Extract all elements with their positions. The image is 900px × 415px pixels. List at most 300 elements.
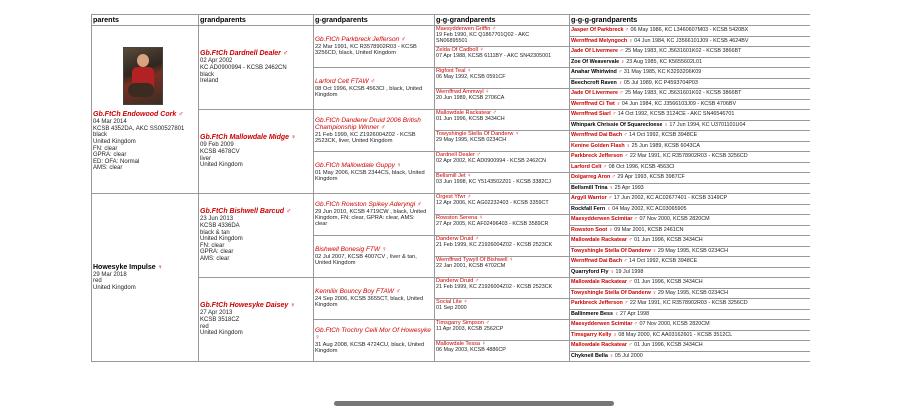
g-g-grandparent-cell [435,47,570,68]
header-g-grandparents: g-grandparents [314,15,435,26]
g-g-g-grandparent-name-link[interactable]: Towyshingle Stella Of Danderw [571,289,651,296]
dog-photo [123,47,163,105]
g-g-grandparent-cell [435,110,570,131]
photo-dog [128,83,154,97]
g-g-g-grandparent-name-link[interactable]: Towyshingle Stella Of Danderw [571,247,651,254]
g-g-grandparent-cell [435,131,570,152]
sex-icon: ♂ [623,258,628,264]
g-g-g-grandparent-name-link[interactable]: Wernffrwd Melyngoch [571,37,628,44]
parent-info-line: 29 Mar 2018 [93,271,127,278]
grandparent-info [200,216,312,262]
grandparent-cell-2 [199,110,314,194]
g-grandparent-cell [314,194,435,236]
g-g-g-grandparent-info: 22 Mar 1991, KC R3578902R03 - KCSB 3256CD [629,300,748,306]
photo-person-head [137,54,149,67]
sex-icon: ♀ [609,352,614,359]
g-grandparent-info-line: 31 Aug 2008, KCSB 4724CU, black, United [315,341,425,348]
g-g-g-grandparent-info: 14 Oct 1992, KCSB 3124CE - AKC SN46546701 [617,111,735,117]
g-grandparent-name-link[interactable] [315,201,433,209]
g-g-grandparent-info-line: 06 May 2003, KCSB 4886CP [436,347,506,353]
g-g-g-grandparent-cell [570,309,811,320]
g-grandparent-info-line: Kingdom [315,348,338,354]
g-g-g-grandparent-info: 05 Jul 2000 [614,352,643,359]
g-g-grandparent-name-link-text[interactable]: Bellsmill Jet [436,173,466,179]
pedigree-body [92,26,811,362]
sex-icon: ♀ [290,302,296,310]
sex-icon: ♀ [315,334,320,342]
g-g-g-grandparent-name-link[interactable]: Wernffrwd Siarl [571,111,611,117]
g-grandparent-name-link-text[interactable]: Kennilix Bouncy Boy FTAW [315,288,394,296]
g-grandparent-cell [314,320,435,362]
parent-info-line: AMS: clear [93,165,123,172]
g-g-g-grandparent-name-link[interactable]: Beechcroft Raven [571,79,617,86]
parent-info-line: United Kingdom [93,138,136,145]
sex-icon: ♀ [608,226,613,233]
g-grandparent-info [315,296,433,309]
g-g-g-grandparent-name-link[interactable]: Rowston Soot [571,226,608,233]
g-g-g-grandparent-info: 14 Oct 1992, KCSB 3948CE [629,132,698,138]
sex-icon: ♀ [652,289,657,296]
g-g-grandparent-info [436,179,568,185]
g-grandparent-info-line: Kingdom, FN: clear, GPRA: clear, AMS: [315,215,415,222]
g-g-g-grandparent-cell [570,225,811,236]
g-grandparent-info-line: 21 Feb 1999, KC Z1926004Z02 - KCSB [315,131,416,138]
g-g-grandparent-name-link-text[interactable]: Danderw Druid [436,278,474,284]
g-g-g-grandparent-name-link[interactable]: Rockfall Fern [571,205,606,212]
g-g-grandparent-name-link-text[interactable]: Mallowdale Tessa [436,341,481,347]
g-grandparent-cell [314,236,435,278]
sex-icon: ♂ [633,216,638,222]
g-grandparent-name-link[interactable] [315,78,433,86]
g-g-g-grandparent-info: 31 May 1985, KC K3293206K09 [623,69,702,75]
g-grandparent-info [315,44,433,57]
g-grandparent-name-link-text[interactable]: Bishwell Bonesig FTW [315,246,381,254]
g-g-grandparent-info-line: 11 Apr 2003, KCSB 2562CP [436,326,504,332]
scrollbar-thumb[interactable] [334,401,614,406]
sex-icon: ♀ [606,205,611,212]
g-grandparent-name-link[interactable] [315,117,433,132]
g-g-g-grandparent-cell [570,299,811,310]
sex-icon: ♀ [485,89,490,95]
parent-info-line: FN: clear [93,145,118,152]
sex-icon: ♂ [467,194,472,200]
g-g-g-grandparent-info: 06 May 1986, KC L3460607M03 - KCSB 5420BX [630,27,749,33]
g-g-g-grandparent-name-link[interactable]: Argyll Warrior [571,195,607,201]
g-g-g-grandparent-cell [570,26,811,37]
sex-icon: ♂ [285,208,292,216]
g-g-grandparent-info-line: 27 Apr 2005, KC AF02496403 - KCSB 3589CR [436,221,549,227]
g-g-g-grandparent-name-link[interactable]: Wernffrwd Dai Bach [571,132,623,138]
g-g-g-grandparent-info: 08 Oct 1996, KCSB 4563CI [608,163,675,170]
g-g-grandparent-cell [435,320,570,341]
grandparent-name-link[interactable] [200,50,312,58]
g-g-grandparent-name-link-text[interactable]: Wernffrwd Ammwyl [436,89,484,95]
g-grandparent-cell [314,68,435,110]
g-g-g-grandparent-cell [570,57,811,68]
g-g-g-grandparent-info: 25 May 1983, KC J5631601K02 - KCSB 3866BT [625,48,742,54]
g-grandparent-name-link-text[interactable]: Larford Celt FTAW [315,78,369,86]
sex-icon: ♀ [467,68,472,74]
g-grandparent-info-line: 24 Sep 2006, KCSB 3655CT, black, United [315,295,424,302]
sex-icon: ♂ [612,111,617,117]
grandparent-name-link-text[interactable]: Gb.FtCh Bishwell Barcud [200,208,285,216]
g-g-grandparent-cell [435,26,570,47]
g-g-grandparent-info-line: 22 Jan 2001, KCSB 4702CM [436,263,506,269]
sex-icon: ♀ [478,215,484,221]
grandparent-name-link[interactable] [200,134,312,142]
sex-icon: ♂ [624,300,629,306]
sex-icon: ♂ [400,36,406,44]
g-g-g-grandparent-name-link[interactable]: Whinpark Chrissie Of Squarecloese [571,121,663,128]
g-g-g-grandparent-info: 23 Aug 1985, KC K5655602L01 [626,58,703,65]
sex-icon: ♂ [491,26,497,32]
g-g-g-grandparent-name-link[interactable]: Mallowdale Rackatear [571,279,628,285]
sex-icon: ♂ [492,110,497,116]
grandparent-cell-1 [199,26,314,110]
g-g-grandparent-info [436,95,568,101]
g-grandparent-info [315,86,433,99]
g-g-g-grandparent-info: 25 May 1983, KC J5631601K02 - KCSB 3866BT [625,90,742,96]
sex-icon: ♂ [485,320,490,326]
g-g-g-grandparent-cell [570,141,811,152]
g-g-g-grandparent-info: 01 Jun 1996, KCSB 3434CH [634,237,703,243]
sex-icon: ♂ [474,278,480,284]
sex-icon: ♀ [467,173,472,179]
g-g-g-grandparent-info: 29 May 1995, KCSB 0234CH [657,289,729,296]
g-g-g-grandparent-name-link[interactable]: Kenine Golden Flash [571,142,625,149]
sex-icon: ♀ [396,162,402,170]
parent-info-line: red [93,278,102,285]
g-grandparent-name-link-text[interactable]: Gb.FtCh Trochry Ceili Mor Of Howesyke [315,326,431,334]
g-g-g-grandparent-cell [570,351,811,362]
g-g-grandparent-cell [435,236,570,257]
parent-info-line: GPRA: clear [93,152,127,159]
g-g-g-grandparent-name-link[interactable]: Mallowdale Rackatear [571,342,628,348]
parent-name-link-text[interactable]: Gb.FtCh Endowood Cork [93,111,177,119]
sex-icon: ♀ [481,341,486,347]
g-g-g-grandparent-info: 25 Jun 1989, KCSB 6043CA [631,142,700,149]
g-g-grandparent-name-link-text[interactable]: Dardnell Dealer [436,152,475,158]
g-grandparent-info [315,254,433,267]
g-grandparent-cell [314,110,435,152]
g-g-g-grandparent-name-link[interactable]: Maesydderwen Scimitar [571,216,633,222]
g-grandparent-cell [314,278,435,320]
g-g-g-grandparent-name-link[interactable]: Wernffrwd Ci Twt [571,100,615,107]
sex-icon: ♂ [619,90,624,96]
g-g-grandparent-cell [435,257,570,278]
sex-icon: ♀ [609,184,614,191]
sex-icon: ♀ [509,257,514,263]
sex-icon: ♀ [652,247,657,254]
grandparent-info-line: 09 Feb 2009 [200,142,234,149]
g-grandparent-info-line: clear [315,221,328,228]
g-g-g-grandparent-name-link[interactable]: Jade Of Livermere [571,90,619,96]
g-g-g-grandparent-name-link[interactable]: Timsgarry Kelly [571,331,612,338]
g-g-g-grandparent-name-link[interactable]: Parkbreck Jefferson [571,300,623,306]
g-g-g-grandparent-name-link[interactable]: Zoe Of Weavervale [571,58,620,65]
parent-info-line: United Kingdom [93,284,136,291]
g-g-grandparent-cell [435,173,570,194]
g-grandparent-info-line: 2523CK, liver, United Kingdom [315,138,393,144]
sex-icon: ♂ [628,237,633,243]
sex-icon: ♀ [628,37,633,44]
sex-icon: ♀ [616,100,621,107]
sex-icon: ♀ [609,268,614,275]
sex-icon: ♀ [381,246,387,254]
g-g-grandparent-cell [435,341,570,362]
g-g-g-grandparent-cell [570,341,811,352]
g-g-g-grandparent-info: 14 Oct 1992, KCSB 3948CE [629,258,698,264]
grandparent-info-line: KCSB 4336DA [200,223,240,230]
g-grandparent-info-line: 01 May 2006, KCSB 2344CS, black, United [315,169,425,176]
header-row [92,15,811,26]
sex-icon: ♂ [474,236,480,242]
grandparent-info-line: red [200,323,209,330]
g-g-grandparent-info-line: 19 Feb 1990, KC Q1867701Q02 - AKC [436,32,530,38]
sex-icon: ♂ [628,342,633,348]
g-g-g-grandparent-info: 09 Mar 2001, KCSB 2461CN [614,226,684,233]
g-g-grandparent-info-line: 29 May 1995, KCSB 0234CH [436,137,507,143]
sex-icon: ♂ [633,321,638,327]
grandparent-info-line: United Kingdom [200,162,243,169]
g-grandparent-info [315,209,433,228]
g-g-grandparent-name-link-text[interactable]: Social Lite [436,299,462,305]
grandparent-name-link-text[interactable]: Gb.FtCh Dardnell Dealer [200,50,281,58]
sex-icon: ♂ [624,27,629,33]
grandparent-info-line: KCSB 4678CV [200,148,240,155]
parent-info-line: ED: OFA: Normal [93,158,140,165]
g-g-g-grandparent-cell [570,236,811,247]
g-g-g-grandparent-info: 17 Jun 1994, KC U3701101U04 [669,121,746,128]
g-g-grandparent-info-line: 06 May 1992, KCSB 0591CF [436,74,506,80]
g-g-grandparent-info-line: 07 Apr 1988, KCSB 6111BY - AKC SN42305001 [436,53,552,59]
sex-icon: ♀ [626,142,631,149]
g-g-g-grandparent-name-link[interactable]: Maesydderwen Scimitar [571,321,633,327]
pedigree-row [92,110,811,121]
g-grandparent-info [315,170,433,183]
g-g-grandparent-name-link-text[interactable]: Rowston Serena [436,215,478,221]
g-g-g-grandparent-name-link[interactable]: Chykneil Bella [571,352,608,359]
g-g-g-grandparent-name-link[interactable]: Jade Of Livermere [571,48,619,54]
g-g-grandparent-info [436,284,568,290]
g-g-g-grandparent-cell [570,330,811,341]
grandparent-cell-3 [199,194,314,278]
g-grandparent-info-line: Kingdom [315,302,338,309]
sex-icon: ♂ [370,78,376,86]
g-g-grandparent-name-link-text[interactable]: Timsgarry Simpson [436,320,484,326]
g-g-grandparent-info-line: 01 Sep 2000 [436,305,467,311]
g-g-g-grandparent-cell [570,320,811,331]
g-g-g-grandparent-cell [570,173,811,184]
g-grandparent-name-link[interactable] [315,288,433,296]
g-g-grandparent-info-line: 01 Jun 1996, KCSB 3434CH [436,116,505,122]
sex-icon: ♀ [620,58,625,65]
g-grandparent-info-line: 02 Jul 2007, KCSB 4007CV , liver & tan, [315,253,417,260]
g-g-grandparent-info-line: 12 Apr 2006, KC AG02232403 - KCSB 3359CT [436,200,549,206]
sex-icon: ♀ [618,79,623,86]
parent-cell-1 [92,26,199,194]
g-g-grandparent-info-line: 21 Feb 1999, KC Z1926004Z02 - KCSB 2523CK [436,284,553,290]
sex-icon: ♀ [614,310,619,317]
g-g-grandparent-info [436,137,568,143]
grandparent-info-line: liver [200,155,212,162]
g-g-g-grandparent-name-link[interactable]: Ballinmere Bess [571,310,613,317]
grandparent-cell-4 [199,278,314,362]
grandparent-info-line: black & tan [200,229,230,236]
g-g-g-grandparent-cell [570,183,811,194]
g-g-g-grandparent-name-link[interactable]: Larford Celt [571,163,602,170]
g-grandparent-name-link[interactable] [315,246,433,254]
g-g-g-grandparent-name-link[interactable]: Mallowdale Rackatear [571,237,628,243]
sex-icon: ♂ [282,50,289,58]
g-g-grandparent-name-link-text[interactable]: Rigfoot Teal [436,68,466,74]
g-g-g-grandparent-info: 01 Jun 1996, KCSB 3434CH [634,279,703,285]
g-g-g-grandparent-name-link[interactable]: Jasper Of Parkbreck [571,27,624,33]
g-grandparent-info [315,132,433,145]
sex-icon: ♂ [628,279,633,285]
g-g-grandparent-info [436,53,568,59]
g-grandparent-info-line: 08 Oct 1996, KCSB 4563CI , black, United [315,85,423,92]
g-g-g-grandparent-cell [570,110,811,121]
sex-icon: ♂ [608,195,613,201]
g-grandparent-name-link-text[interactable]: Gb.FtCh Parkbreck Jefferson [315,36,400,44]
g-g-grandparent-cell [435,152,570,173]
g-g-grandparent-name-link-text[interactable]: Wernffrwd Tywyll Of Bishwell [436,257,508,263]
g-g-g-grandparent-info: 29 Apr 1993, KCSB 3987CF [617,174,685,180]
grandparent-info-line: GPRA: clear [200,249,234,256]
header-g-g-g-grandparents: g-g-g-grandparents [570,15,811,26]
g-g-grandparent-name-link-text[interactable]: Mallowdale Rackatear [436,110,492,116]
grandparent-name-link[interactable] [200,208,312,216]
g-grandparent-name-link[interactable] [315,162,433,170]
g-grandparent-name-link[interactable] [315,327,433,342]
g-g-g-grandparent-name-link[interactable]: Bellsmill Trina [571,184,608,191]
header-parents: parents [92,15,199,26]
g-g-grandparent-info [436,158,568,164]
g-g-g-grandparent-cell [570,194,811,205]
sex-icon: ♀ [157,263,163,271]
pedigree-table [91,14,810,362]
g-g-g-grandparent-cell [570,36,811,47]
g-g-grandparent-name-link-text[interactable]: Orgest Yfwr [436,194,466,200]
g-g-g-grandparent-info: 04 May 2002, KC AC03065905 [612,205,687,212]
g-grandparent-info-line: 22 Mar 1991, KC R3578902R03 - KCSB [315,43,417,50]
sex-icon: ♂ [395,288,401,296]
g-grandparent-name-link-text[interactable]: Gb.FtCh Mallowdale Guppy [315,162,395,170]
g-g-grandparent-cell [435,215,570,236]
parent-name-text: Howesyke Impulse [93,263,156,271]
g-g-g-grandparent-cell [570,131,811,142]
grandparent-name-link[interactable] [200,302,312,310]
g-grandparent-name-link-text[interactable]: Gb.FtCh Rowston Spikey Aderyngi [315,201,416,209]
g-g-g-grandparent-info: 04 Jun 1984, KC J3566103J09 - KCSB 4706BV [621,100,737,107]
g-g-grandparent-info-line: 21 Feb 1999, KC Z1926004Z02 - KCSB 2523CK [436,242,553,248]
g-g-grandparent-name-link-text[interactable]: Zelda Of Cadboll [436,47,478,53]
g-g-g-grandparent-name-link[interactable]: Anahar Whirlwind [571,69,617,75]
g-grandparent-name-link[interactable] [315,36,433,44]
g-g-g-grandparent-info: 04 Jun 1984, KC J3566101J09 - KCSB 4624BV [634,37,749,44]
pedigree-row [92,26,811,37]
grandparent-info-line: 27 Apr 2013 [200,310,233,317]
grandparent-name-link-text[interactable]: Gb.FtCh Mallowdale Midge [200,134,290,142]
grandparent-info-line: Ireland [200,78,219,85]
g-g-g-grandparent-cell [570,257,811,268]
g-g-grandparent-info [436,242,568,248]
grandparent-info-line: United Kingdom [200,236,243,243]
g-g-g-grandparent-cell [570,215,811,226]
grandparent-info-line: United Kingdom [200,330,243,337]
g-grandparent-info [315,342,433,355]
header-grandparents: grandparents [199,15,314,26]
g-g-g-grandparent-info: 17 Jun 2002, KC AC02677401 - KCSB 3149CP [613,195,728,201]
g-g-g-grandparent-cell [570,162,811,173]
g-g-g-grandparent-name-link[interactable]: Dolgarreg Aron [571,174,611,180]
g-g-g-grandparent-cell [570,278,811,289]
g-g-grandparent-info [436,263,568,269]
g-grandparent-name-link-text[interactable]: Gb.FtCh Danderw Druid 2006 British Championship Winner [315,116,421,132]
horizontal-scrollbar[interactable] [91,400,810,408]
g-g-g-grandparent-cell [570,246,811,257]
g-g-grandparent-info [436,221,568,227]
parent-name-link[interactable] [93,111,197,119]
grandparent-info [200,142,312,168]
g-g-g-grandparent-cell [570,68,811,79]
sex-icon: ♂ [417,201,422,209]
parent-info [93,272,197,292]
g-grandparent-info-line: Kingdom [315,176,338,183]
g-g-grandparent-cell [435,68,570,89]
g-g-grandparent-info [436,347,568,353]
g-g-g-grandparent-info: 25 Apr 1993 [614,184,644,191]
sex-icon: ♀ [479,47,484,53]
parent-info [93,119,197,172]
g-g-g-grandparent-cell [570,120,811,131]
g-g-grandparent-name-link-text[interactable]: Towyshingle Stella Of Danderw [436,131,514,137]
g-g-g-grandparent-info: 22 Mar 1991, KC R3578902R03 - KCSB 3256CD [629,153,748,159]
sex-icon: ♂ [476,152,481,158]
sex-icon: ♂ [611,174,616,180]
sex-icon: ♂ [603,163,608,170]
g-grandparent-cell [314,26,435,68]
grandparent-info-line: 23 Jun 2013 [200,216,234,223]
g-grandparent-info-line: 29 Jun 2010, KCSB 4719CW , black, United [315,208,427,215]
g-grandparent-cell [314,152,435,194]
sex-icon: ♂ [178,111,184,119]
pedigree-row [92,278,811,289]
g-g-g-grandparent-name-link[interactable]: Wernffrwd Dai Bach [571,258,623,264]
grandparent-info-line: AMS: clear [200,255,230,262]
g-grandparent-info-line: United Kingdom [315,260,356,267]
g-g-grandparent-cell [435,194,570,215]
g-g-grandparent-name-link-text[interactable]: Danderw Druid [436,236,474,242]
sex-icon: ♀ [663,121,668,128]
g-g-grandparent-info [436,305,568,311]
g-g-g-grandparent-name-link[interactable]: Parkbreck Jefferson [571,153,623,159]
g-g-g-grandparent-info: 05 Jul 1989, KC P4593704P03 [623,79,698,86]
pedigree-container [91,14,810,398]
g-g-g-grandparent-info: 01 Jun 1996, KCSB 3434CH [634,342,703,348]
g-g-g-grandparent-info: 07 Nov 2000, KCSB 2820CM [639,216,710,222]
g-g-grandparent-info-line: 20 Jun 1989, KCSB 2706CA [436,95,505,101]
g-grandparent-info-line: 3256CD, black, United Kingdom [315,50,396,57]
g-g-grandparent-info [436,116,568,122]
g-grandparent-info-line: Kingdom [315,92,338,99]
grandparent-info-line: KC AD0900994 - KCSB 2462CN [200,64,287,71]
grandparent-name-link-text[interactable]: Gb.FtCh Howesyke Daisey [200,302,289,310]
g-g-grandparent-info [436,200,568,206]
g-g-grandparent-name-link-text[interactable]: Maesydderwen Griffin [436,26,491,32]
g-g-g-grandparent-name-link[interactable]: Quarryford Fly [571,268,609,275]
